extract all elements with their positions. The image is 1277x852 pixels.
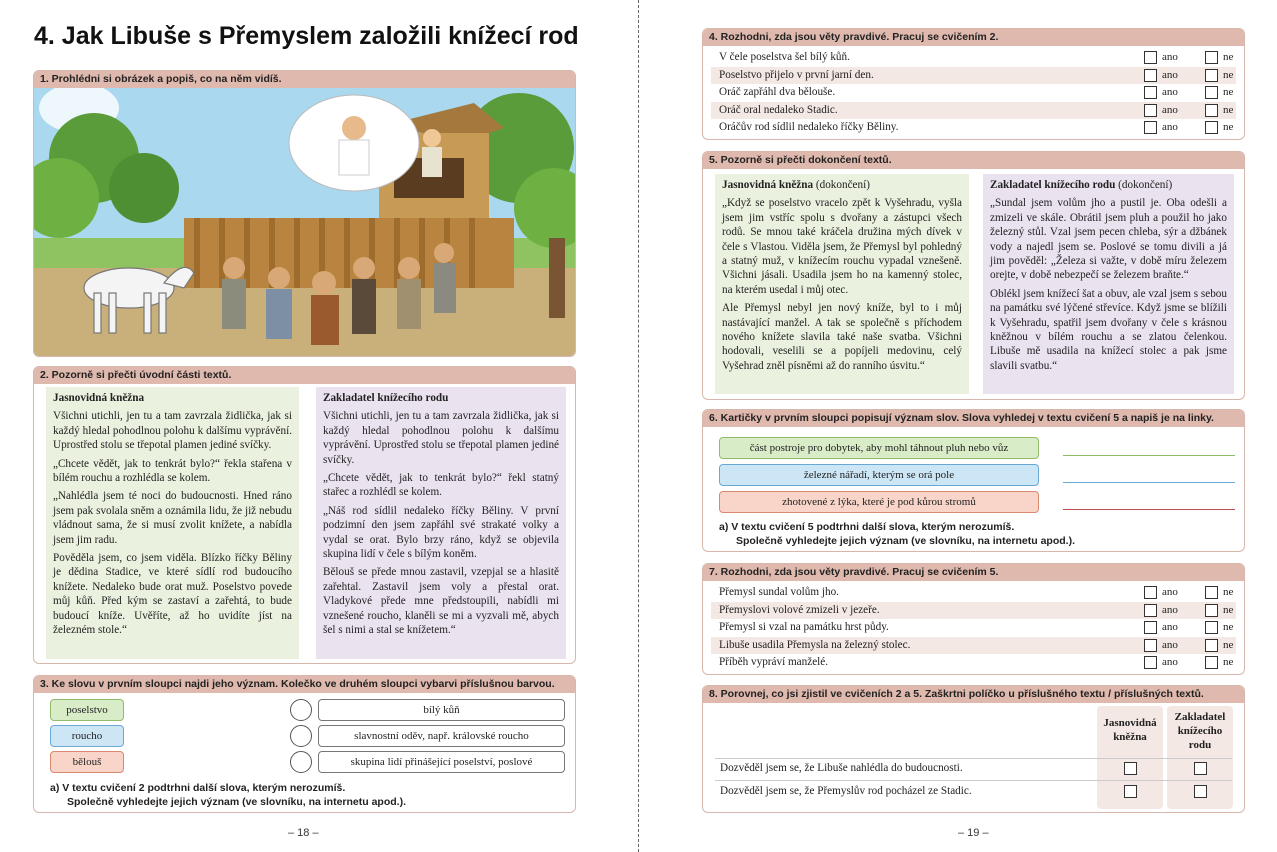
exercise-8 bbox=[702, 685, 1245, 813]
exercise-8-heading: 8. Porovnej, co jsi zjistil ve cvičeních 2 a 5. Zaškrtni políčko u příslušného textu / příslušných textů. bbox=[703, 686, 1244, 703]
column-title: Jasnovidná kněžna bbox=[53, 392, 145, 404]
checkbox-ano[interactable] bbox=[1144, 69, 1157, 82]
statement-text: V čele poselstva šel bílý kůň. bbox=[719, 51, 850, 63]
label-ne: ne bbox=[1223, 103, 1234, 116]
statement-row bbox=[711, 84, 1236, 102]
statement-text: Přemyslovi volové zmizeli v jezeře. bbox=[719, 603, 880, 616]
checkbox-ano[interactable] bbox=[1144, 51, 1157, 64]
statement-row bbox=[711, 637, 1236, 655]
paragraph: „Sundal jsem volům jho a pustil je. Oba odešli a zmizeli ve skále. Obrátil jsem pluh a použil ho jako železný stůl. Vzal jsem pecen chleba, sýr a džbánek vody a najedl jsem se. Poslové se tomu divili a já jim pověděl: „Železa si važte, v době míru železem orejte, v době nebezpečí se železem braňte.“ bbox=[990, 197, 1227, 282]
checkbox-ne[interactable] bbox=[1205, 69, 1218, 82]
right-page bbox=[640, 0, 1277, 852]
exercise-4 bbox=[702, 28, 1245, 140]
illustration bbox=[34, 88, 575, 356]
exercise-6-heading: 6. Kartičky v prvním sloupci popisují význam slov. Slova vyhledej v textu cvičení 5 a napiš je na linky. bbox=[703, 410, 1244, 427]
paragraph: „Nahlédla jsem té noci do budoucnosti. Hned ráno jsem pak svolala sněm a oznámila lidu, že již nebudu vládnout sama, že si musí zvolit knížete, a nabídla jsem jim radu. bbox=[53, 490, 292, 546]
exercise-5 bbox=[702, 151, 1245, 400]
meaning-box: skupina lidí přinášející poselství, poslové bbox=[318, 751, 565, 773]
checkbox-ano[interactable] bbox=[1144, 656, 1157, 669]
exercise-1 bbox=[33, 70, 576, 357]
statement-text: Oráčův rod sídlil nedaleko říčky Běliny. bbox=[719, 121, 899, 133]
checkbox-ano[interactable] bbox=[1144, 586, 1157, 599]
paragraph: „Chcete vědět, jak to tenkrát bylo?“ řekla stařena v bílém rouchu a rozhlédla se kolem. bbox=[53, 457, 292, 485]
left-page bbox=[0, 0, 620, 852]
text-column-zakladatel bbox=[983, 174, 1234, 394]
paragraph: „Když se poselstvo vracelo zpět k Vyšehradu, vyšla jsem jim vstříc spolu s dvořany a zástupci všech rodů. Se mnou také kráčela družina mých dívek v čele s Vlastou. Viděla jsem, že Přemysl byl pohledný a statný muž, v knížecím rouchu vypadal vznešeně. Všichni jásali. Usadila jsem ho na kamenný stolec, na kterém usedal i můj otec. bbox=[722, 197, 962, 296]
divider bbox=[715, 758, 1232, 759]
statement-text: Přemysl sundal volům jho. bbox=[719, 586, 839, 598]
label-ne: ne bbox=[1223, 68, 1234, 81]
checkbox-zakladatel[interactable] bbox=[1194, 785, 1207, 798]
paragraph: Všichni utichli, jen tu a tam zavrzala židlička, jak si každý hledal pohodlnou polohu k dalšímu vyprávění. Uprostřed stolu se třepotal plamen jediné svíčky. bbox=[53, 410, 292, 452]
column-header: Jasnovidná kněžna bbox=[1103, 717, 1157, 743]
label-ne: ne bbox=[1223, 121, 1234, 133]
exercise-3 bbox=[33, 675, 576, 813]
checkbox-zakladatel[interactable] bbox=[1194, 762, 1207, 775]
label-ano: ano bbox=[1162, 586, 1178, 598]
label-ne: ne bbox=[1223, 603, 1234, 616]
label-ano: ano bbox=[1162, 51, 1178, 63]
checkbox-ne[interactable] bbox=[1205, 121, 1218, 134]
task-note: a) V textu cvičení 2 podtrhni další slova, kterým nerozumíš. bbox=[50, 782, 346, 794]
statement-list bbox=[711, 49, 1236, 139]
paragraph: Pověděla jsem, co jsem viděla. Blízko říčky Běliny je dědina Stadice, ve které sídlí rod budoucího knížete. Nedaleko bude orat muž. Poselstvo povede můj kůň. Před kým se zastaví a zařehtá, to bude budoucí kníže. Uvěříte, až ho uvidíte jíst na železném stole.“ bbox=[53, 552, 292, 637]
statement-text: Dozvěděl jsem se, že Libuše nahlédla do budoucnosti. bbox=[720, 762, 963, 774]
statement-row bbox=[711, 584, 1236, 602]
word-card-green: poselstvo bbox=[50, 699, 124, 721]
statement-text: Oráč oral nedaleko Stadic. bbox=[719, 103, 838, 116]
label-ne: ne bbox=[1223, 51, 1234, 63]
checkbox-ne[interactable] bbox=[1205, 604, 1218, 617]
label-ano: ano bbox=[1162, 656, 1178, 668]
divider bbox=[715, 780, 1232, 781]
statement-text: Libuše usadila Přemysla na železný stolec. bbox=[719, 638, 911, 651]
label-ne: ne bbox=[1223, 656, 1234, 668]
exercise-2 bbox=[33, 366, 576, 664]
checkbox-ne[interactable] bbox=[1205, 639, 1218, 652]
exercise-5-heading: 5. Pozorně si přečti dokončení textů. bbox=[703, 152, 1244, 169]
statement-row bbox=[711, 119, 1236, 137]
label-ano: ano bbox=[1162, 103, 1178, 116]
label-ne: ne bbox=[1223, 621, 1234, 633]
statement-text: Poselstvo přijelo v první jarní den. bbox=[719, 68, 874, 81]
statement-text: Oráč zapřáhl dva bělouše. bbox=[719, 86, 836, 98]
exercise-1-heading: 1. Prohlédni si obrázek a popiš, co na něm vidíš. bbox=[34, 71, 575, 88]
statement-row bbox=[711, 654, 1236, 672]
text-column-zakladatel bbox=[316, 387, 566, 659]
statement-text: Příběh vypráví manželé. bbox=[719, 656, 829, 668]
checkbox-ne[interactable] bbox=[1205, 104, 1218, 117]
checkbox-ne[interactable] bbox=[1205, 86, 1218, 99]
text-column-kneznana bbox=[715, 174, 969, 394]
meaning-box: slavnostní oděv, např. královské roucho bbox=[318, 725, 565, 747]
column-title: Jasnovidná kněžna bbox=[722, 179, 814, 191]
page-spine bbox=[638, 0, 639, 852]
label-ne: ne bbox=[1223, 638, 1234, 651]
meaning-card-green: část postroje pro dobytek, aby mohl táhnout pluh nebo vůz bbox=[719, 437, 1039, 459]
task-note: Společně vyhledejte jejich význam (ve slovníku, na internetu apod.). bbox=[67, 796, 407, 808]
exercise-2-heading: 2. Pozorně si přečti úvodní části textů. bbox=[34, 367, 575, 384]
label-ano: ano bbox=[1162, 603, 1178, 616]
statement-text: Přemysl si vzal na památku hrst půdy. bbox=[719, 621, 889, 633]
column-title: Zakladatel knížecího rodu bbox=[990, 179, 1116, 191]
checkbox-ne[interactable] bbox=[1205, 51, 1218, 64]
label-ano: ano bbox=[1162, 121, 1178, 133]
paragraph: Všichni utichli, jen tu a tam zavrzala židlička, jak si každý hledal pohodlnou polohu k dalšímu vyprávění. Uprostřed stolu se třepotal plamen jediné svíčky. bbox=[323, 410, 559, 466]
page-number: – 19 – bbox=[958, 827, 989, 839]
statement-row bbox=[711, 602, 1236, 620]
label-ano: ano bbox=[1162, 621, 1178, 633]
checkbox-ne[interactable] bbox=[1205, 656, 1218, 669]
page-number: – 18 – bbox=[288, 827, 319, 839]
column-title: Zakladatel knížecího rodu bbox=[323, 392, 449, 404]
checkbox-ano[interactable] bbox=[1144, 604, 1157, 617]
answer-line[interactable] bbox=[1063, 509, 1235, 510]
checkbox-ano[interactable] bbox=[1144, 621, 1157, 634]
column-suffix: (dokončení) bbox=[1118, 179, 1173, 191]
checkbox-kneznana[interactable] bbox=[1124, 785, 1137, 798]
label-ne: ne bbox=[1223, 86, 1234, 98]
word-card-blue: roucho bbox=[50, 725, 124, 747]
exercise-6 bbox=[702, 409, 1245, 552]
text-column-kneznana bbox=[46, 387, 299, 659]
page-title: 4. Jak Libuše s Přemyslem založili knížecí rod bbox=[34, 22, 579, 50]
word-card-red: bělouš bbox=[50, 751, 124, 773]
label-ano: ano bbox=[1162, 68, 1178, 81]
checkbox-ano[interactable] bbox=[1144, 86, 1157, 99]
paragraph: Ale Přemysl nebyl jen nový kníže, byl to i můj nastávající manžel. A tak se společně s příchodem nového knížete slavila také naše svatba. Všichni hodovali, veselili se a popíjeli medovinu, celý Vyšehrad zněl písněmi až do ranního úsvitu.“ bbox=[722, 302, 962, 372]
statement-list bbox=[711, 584, 1236, 674]
task-note: Společně vyhledejte jejich význam (ve slovníku, na internetu apod.). bbox=[736, 535, 1076, 547]
column-header: Zakladatel knížecího rodu bbox=[1174, 711, 1226, 751]
statement-text: Dozvěděl jsem se, že Přemyslův rod pocházel ze Stadic. bbox=[720, 785, 972, 797]
color-circle[interactable] bbox=[290, 725, 312, 747]
statement-row bbox=[711, 102, 1236, 120]
paragraph: „Náš rod sídlil nedaleko říčky Běliny. V první podzimní den jsem zapřáhl své strakaté volky a vydal se orat. Bylo brzy ráno, když se objevila skupina lidí v čele s bílým koněm. bbox=[323, 504, 559, 561]
checkbox-ano[interactable] bbox=[1144, 121, 1157, 134]
meaning-box: bílý kůň bbox=[318, 699, 565, 721]
meaning-card-blue: železné nářadí, kterým se orá pole bbox=[719, 464, 1039, 486]
meaning-card-red: zhotovené z lýka, které je pod kůrou stromů bbox=[719, 491, 1039, 513]
column-title-line bbox=[722, 178, 962, 192]
checkbox-ano[interactable] bbox=[1144, 104, 1157, 117]
paragraph: Bělouš se přede mnou zastavil, vzepjal se a hlasitě zařehtal. Zastavil jsem voly a přestal orat. Vladykové přede mne předstoupili, nabídli mi vznešené roucho, klaněli se mi a vyzvali mě, abych šel s nimi a stal se knížetem.“ bbox=[323, 566, 559, 637]
color-circle[interactable] bbox=[290, 751, 312, 773]
exercise-3-heading: 3. Ke slovu v prvním sloupci najdi jeho význam. Kolečko ve druhém sloupci vybarvi příslušnou barvou. bbox=[34, 676, 575, 693]
exercise-7 bbox=[702, 563, 1245, 675]
checkbox-ano[interactable] bbox=[1144, 639, 1157, 652]
statement-row bbox=[711, 49, 1236, 67]
task-note: a) V textu cvičení 5 podtrhni další slova, kterým nerozumíš. bbox=[719, 521, 1015, 533]
checkbox-ne[interactable] bbox=[1205, 586, 1218, 599]
exercise-7-heading: 7. Rozhodni, zda jsou věty pravdivé. Pracuj se cvičením 5. bbox=[703, 564, 1244, 581]
label-ne: ne bbox=[1223, 586, 1234, 598]
column-suffix: (dokončení) bbox=[815, 179, 870, 191]
paragraph: Oblékl jsem knížecí šat a obuv, ale vzal jsem s sebou na památku své lýčené střevíce. Když jsme se blížili k Vyšehradu, spatřil jsem dvořany v čele s krásnou kněžnou v bílém rouchu a se zlatou čelenkou. Libuše mě usadila na knížecí stolec a pak jsme slavili svatbu.“ bbox=[990, 287, 1227, 372]
answer-line[interactable] bbox=[1063, 455, 1235, 456]
color-circle[interactable] bbox=[290, 699, 312, 721]
checkbox-kneznana[interactable] bbox=[1124, 762, 1137, 775]
answer-line[interactable] bbox=[1063, 482, 1235, 483]
statement-row bbox=[711, 619, 1236, 637]
statement-row bbox=[711, 67, 1236, 85]
exercise-4-heading: 4. Rozhodni, zda jsou věty pravdivé. Pracuj se cvičením 2. bbox=[703, 29, 1244, 46]
column-title-line bbox=[990, 178, 1227, 192]
checkbox-ne[interactable] bbox=[1205, 621, 1218, 634]
label-ano: ano bbox=[1162, 638, 1178, 651]
label-ano: ano bbox=[1162, 86, 1178, 98]
paragraph: „Chcete vědět, jak to tenkrát bylo?“ řekl statný stařec a rozhlédl se kolem. bbox=[323, 472, 559, 499]
